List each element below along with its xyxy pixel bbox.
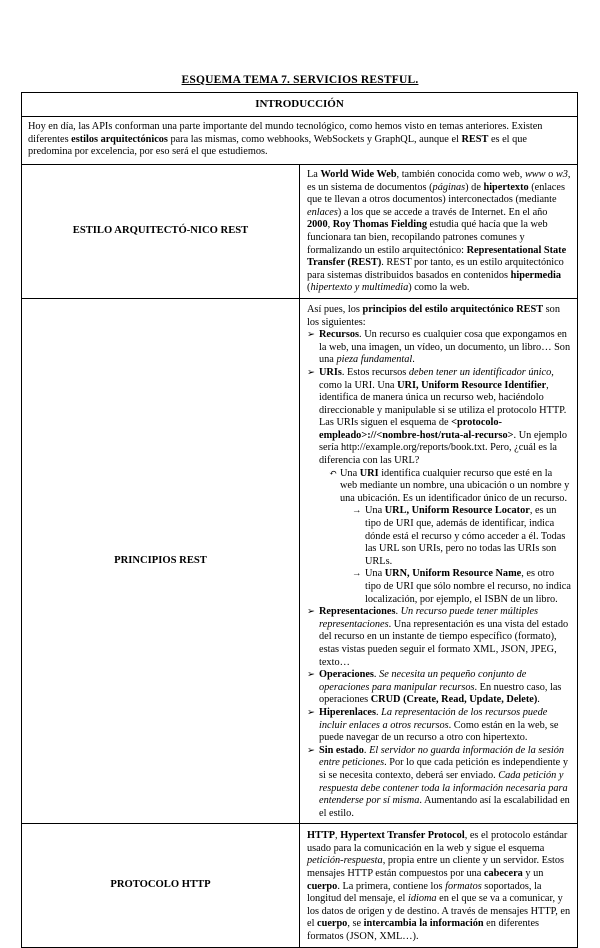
list-item: ➢ Sin estado. El servidor no guarda información de la sesión entre peticiones. Por lo que cada petición es independiente y si se necesita contexto, deberá ser enviado. Cada petición y respuesta debe contener toda la información necesaria para entenderse por sí misma. Aumentando así la escalabilidad en el estilo. <box>307 744 570 819</box>
section-body-protocolo: HTTP, Hypertext Transfer Protocol, es el protocolo estándar usado para la comunicación en la web y sigue el esquema petición-respuesta, propia entre un cliente y un servidor. Estos mensajes HTTP están compuestos por una cabecera y un cuerpo. La primera, contiene los formatos soportados, la longitud del mensaje, el idioma en el que se va a comunicar, y los datos de origen y de destino. A través de mensajes HTTP, en el cuerpo, se intercambia la información en diferentes formatos (JSON, XML…). <box>300 824 578 947</box>
outline-table <box>21 92 578 948</box>
intro-text: Hoy en día, las APIs conforman una parte importante del mundo tecnológico, como hemos visto en temas anteriores. Existen diferentes estilos arquitectónicos para las mismas, como webhooks, WebSockets y GraphQL, aunque el REST es el que predomina por excelencia, por eso será el que estudiemos. <box>22 117 578 165</box>
list-item: → Una URL, Uniform Resource Locator, es un tipo de URI que, además de identificar, indica dónde está el recurso y cómo acceder a él. Todas las URL son URIs, pero no todas las URIs son URLs. <box>352 505 566 567</box>
section-label-estilo: ESTILO ARQUITECTÓ-NICO REST <box>22 165 300 299</box>
double-arrow-bullet-icon: → <box>352 506 362 517</box>
arrow-bullet-icon: ➢ <box>307 367 315 378</box>
list-item: ↶ Una URI identifica cualquier recurso que esté en la web mediante un nombre, una ubicación o un nombre y una ubicación. Es un identificador único de un recurso. → Una URL, Uniform Resource Locator, es un tipo de URI que, además de identificar, indica dónde está el recurso y cómo acceder a él. Todas las URL son URIs, pero no todas las URIs son URLs. → Una URN, Uniform Resource Name, es otro tipo de URI que sólo nombre el recurso, no indica localización, por ejemplo, el ISBN de un libro. <box>329 467 571 605</box>
page-title: ESQUEMA TEMA 7. SERVICIOS RESTFUL. <box>181 74 419 86</box>
list-item: → Una URN, Uniform Resource Name, es otro tipo de URI que sólo nombre el recurso, no indica localización, por ejemplo, el ISBN de un libro. <box>352 568 571 605</box>
list-item: ➢ Recursos. Un recurso es cualquier cosa que expongamos en la web, una imagen, un vídeo, un documento, un libro… Son una pieza fundamental. <box>307 329 571 366</box>
arrow-bullet-icon: ➢ <box>307 670 315 681</box>
arrow-bullet-icon: ➢ <box>307 745 315 756</box>
list-item: ➢ Representaciones. Un recurso puede tener múltiples representaciones. Una representación es una vista del estado del recurso en un instante de tiempo específico (formato), estas vistas pueden seguir el formato XML, JSON, JPEG, texto… <box>307 606 569 668</box>
arrow-bullet-icon: ➢ <box>307 330 315 341</box>
list-item: ➢ URIs. Estos recursos deben tener un identificador único, como la URI. Una URI, Uniform Resource Identifier, identifica de manera única un recurso web, haciéndolo direccionable y manipulable si se utiliza el protocolo HTTP. Las URIs siguen el esquema de <protocolo-empleado>://<nombre-host/ruta-al-recurso>. Un ejemplo sería http://example.org/reports/book.txt. Pero, ¿cuál es la diferencia con las URL? ↶ Una URI identifica cualquier recurso que esté en la web mediante un nombre, una ubicación o un nombre y una ubicación. Es un identificador único de un recurso. → Una URL, Uniform Resource Locator, es un tipo de URI que, además de identificar, indica dónde está el recurso y cómo acceder a él. Todas las URL son URIs, pero no todas las URIs son URLs. → Una URN, Uniform Resource Name, es otro tipo de URI que sólo nombre el recurso, no indica localización, por ejemplo, el ISBN de un libro. <box>307 366 571 605</box>
section-label-protocolo: PROTOCOLO HTTP <box>22 824 300 947</box>
principios-lead: Así pues, los principios del estilo arquitectónico REST son los siguientes: <box>307 303 560 328</box>
section-body-principios <box>300 298 578 823</box>
hook-arrow-bullet-icon: ↶ <box>329 468 337 479</box>
arrow-bullet-icon: ➢ <box>307 607 315 618</box>
intro-heading: INTRODUCCIÓN <box>22 93 578 117</box>
double-arrow-bullet-icon: → <box>352 569 362 580</box>
section-body-estilo: La World Wide Web, también conocida como web, www o w3, es un sistema de documentos (páginas) de hipertexto (enlaces que te llevan a otros documentos) interconectados (mediante enlaces) a los que se accede a través de Internet. En el año 2000, Roy Thomas Fielding estudia qué hacía que la web funcionara tan bien, recopilando patrones comunes y formalizando un estilo arquitectónico: Representational State Transfer (REST). REST por tanto, es un estilo arquitectónico para sistemas distribuidos basados en contenidos hipermedia (hipertexto y multimedia) como la web. <box>300 165 578 299</box>
arrow-bullet-icon: ➢ <box>307 707 315 718</box>
list-item: ➢ Hiperenlaces. La representación de los recursos puede incluir enlaces a otros recursos. Como están en la web, se puede navegar de un recurso a otro con hipertexto. <box>307 706 559 744</box>
list-item: ➢ Operaciones. Se necesita un pequeño conjunto de operaciones para manipular recursos. En nuestro caso, las operaciones CRUD (Create, Read, Update, Delete). <box>307 669 562 706</box>
section-label-principios: PRINCIPIOS REST <box>22 298 300 823</box>
